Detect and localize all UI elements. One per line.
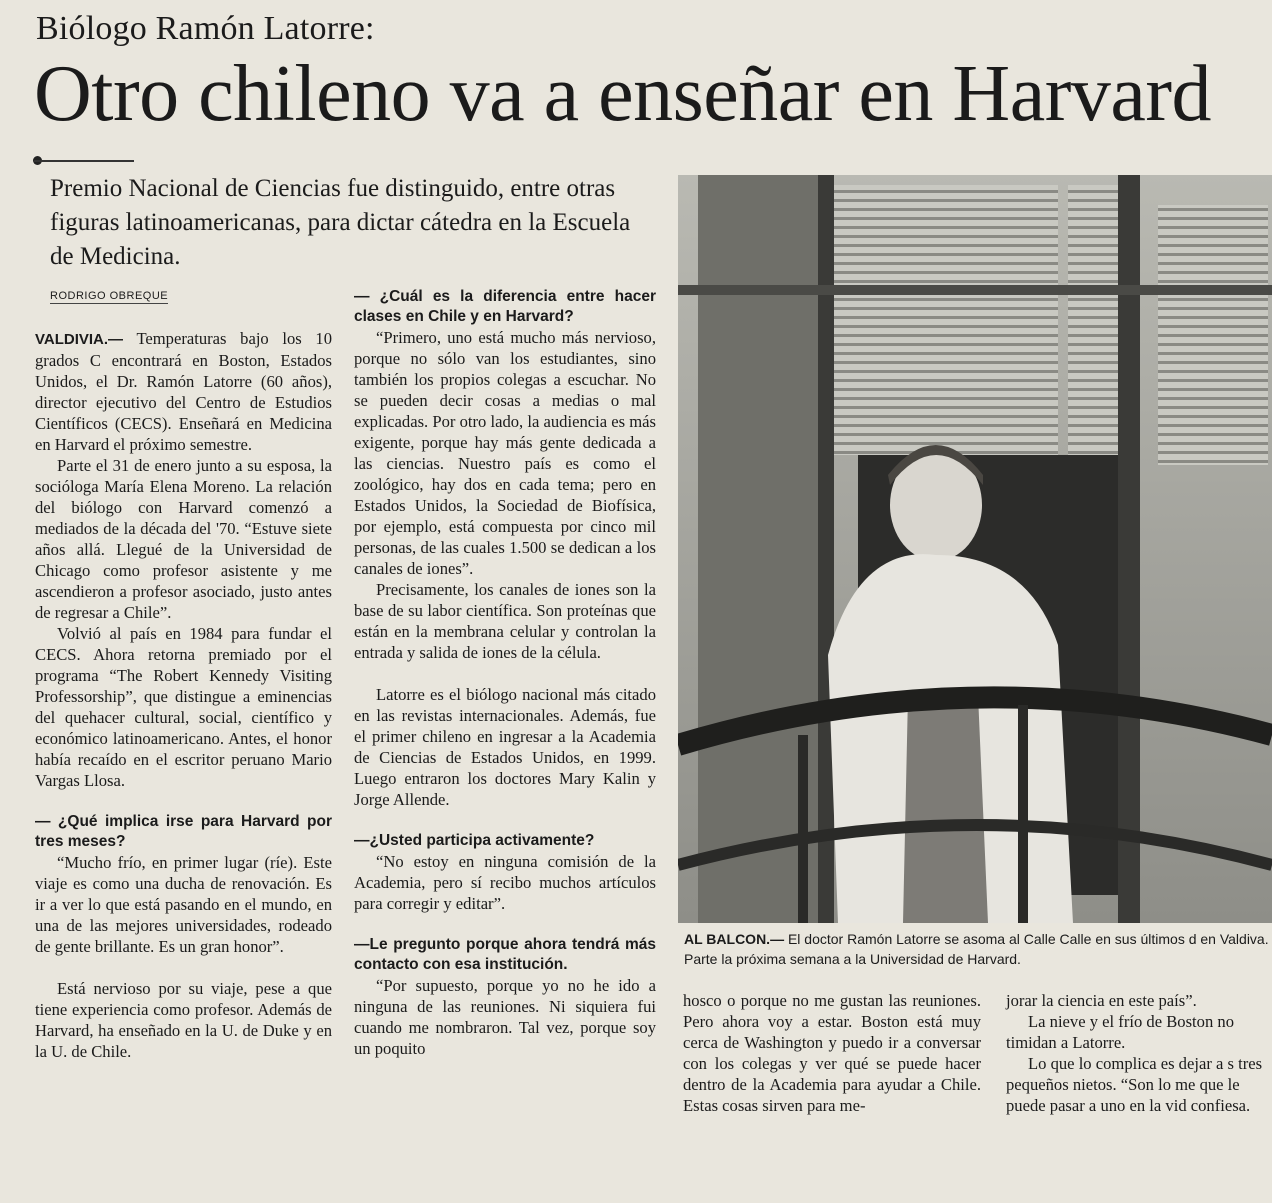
paragraph — [35, 328, 332, 455]
interview-question: —¿Usted participa activamente? — [354, 832, 595, 849]
article-headline: Otro chileno va a enseñar en Harvard — [34, 50, 1211, 138]
paragraph: Volvió al país en 1984 para fundar el CECS. Ahora retorna premiado por el programa “The Robert Kennedy Visiting Professorship”, que distingue a eminencias del quehacer cultural, social, científico y económico latinoamericano. Antes, el honor había recaído en el escritor peruano Mario Vargas Llosa. — [35, 624, 332, 790]
interview-question: — ¿Cuál es la diferencia entre hacer clases en Chile y en Harvard? — [354, 288, 656, 325]
paragraph: Precisamente, los canales de iones son la base de su labor científica. Son proteínas que están en la membrana celular y controlan la entrada y salida de iones de la célula. — [354, 580, 656, 662]
paragraph: “Primero, uno está mucho más nervioso, porque no sólo van los estudiantes, sino también los propios colegas a escuchar. No se pueden decir cosas a medias o mal explicadas. Por otro lado, la audiencia es más exigente, porque hay más gente dedicada a las ciencias. Nuestro país es como el zoológico, hay dos en cada tema; pero en Estados Unidos, la Sociedad de Biofísica, por ejemplo, está compuesta por cinco mil personas, de las cuales 1.500 se dedican a los canales de iones”. — [354, 328, 656, 578]
paragraph: La nieve y el frío de Boston no timidan a Latorre. — [1006, 1012, 1234, 1052]
article-deck: Premio Nacional de Ciencias fue distinguido, entre otras figuras latinoamericanas, para dictar cátedra en la Escuela de Medicina. — [50, 175, 631, 270]
text-column-4 — [1006, 990, 1268, 1116]
caption-text: El doctor Ramón Latorre se asoma al Calle Calle en sus últimos d en Valdiva. Parte la próxima semana a la Universidad de Harvard. — [684, 931, 1269, 967]
paragraph: Lo que lo complica es dejar a s tres pequeños nietos. “Son lo me que le puede pasar a uno en la vid confiesa. — [1006, 1054, 1263, 1115]
paragraph: Parte el 31 de enero junto a su esposa, la socióloga María Elena Moreno. La relación del biólogo con Harvard comenzó a mediados de la década del '70. “Estuve siete años allá. Llegué de la Universidad de Chicago como profesor asistente y me ascendieron a profesor asociado, justo antes de regresar a Chile”. — [35, 456, 332, 622]
text-column-2 — [354, 287, 656, 1059]
photo-caption — [684, 929, 1272, 969]
paragraph: hosco o porque no me gustan las reuniones. Pero ahora voy a estar. Boston está muy cerca de Washington y puedo ir a conversar con los colegas y ver qué se puede hacer dentro de la Academia para ayudar a Chile. Estas cosas sirven para me- — [683, 991, 981, 1115]
balcony-photo-illustration — [678, 175, 1272, 923]
portrait-photo — [678, 175, 1272, 923]
paragraph: “Por supuesto, porque yo no he ido a ninguna de las reuniones. Ni siquiera fui cuando me nombraron. Tal vez, porque soy un poquito — [354, 976, 656, 1058]
paragraph: jorar la ciencia en este país”. — [1006, 991, 1197, 1010]
text-column-1 — [35, 328, 332, 1062]
paragraph: “No estoy en ninguna comisión de la Academia, pero sí recibo muchos artículos para corregir y editar”. — [354, 852, 656, 913]
text-column-3 — [683, 990, 981, 1116]
interview-question: —Le pregunto porque ahora tendrá más contacto con esa institución. — [354, 936, 656, 973]
rule-line — [34, 160, 134, 162]
paragraph: Está nervioso por su viaje, pese a que tiene experiencia como profesor. Además de Harvard, ha enseñado en la U. de Duke y en la U. de Chile. — [35, 979, 332, 1061]
dateline: VALDIVIA.— — [35, 331, 124, 348]
article-kicker: Biólogo Ramón Latorre: — [36, 10, 375, 47]
paragraph: “Mucho frío, en primer lugar (ríe). Este viaje es como una ducha de renovación. Es ir a ver lo que está pasando en el mundo, en una de las mejores universidades, rodeado de gente brillante. Es un gran honor”. — [35, 853, 332, 956]
interview-question: — ¿Qué implica irse para Harvard por tres meses? — [35, 813, 332, 850]
article-byline: RODRIGO OBREQUE — [50, 290, 169, 302]
paragraph: Latorre es el biólogo nacional más citado en las revistas internacionales. Además, fue el primer chileno en ingresar a la Academia de Ciencias de Estados Unidos, en 1999. Luego entraron los doctores Mary Kalin y Jorge Allende. — [354, 685, 656, 809]
paragraph-text: Temperaturas bajo los 10 grados C encontrará en Boston, Estados Unidos, el Dr. Ramón Latorre (60 años), director ejecutivo del Centro de Estudios Científicos (CECS). Enseñará en Medicina en Harvard el próximo semestre. — [35, 329, 333, 454]
caption-lead: AL BALCON.— — [684, 931, 785, 947]
